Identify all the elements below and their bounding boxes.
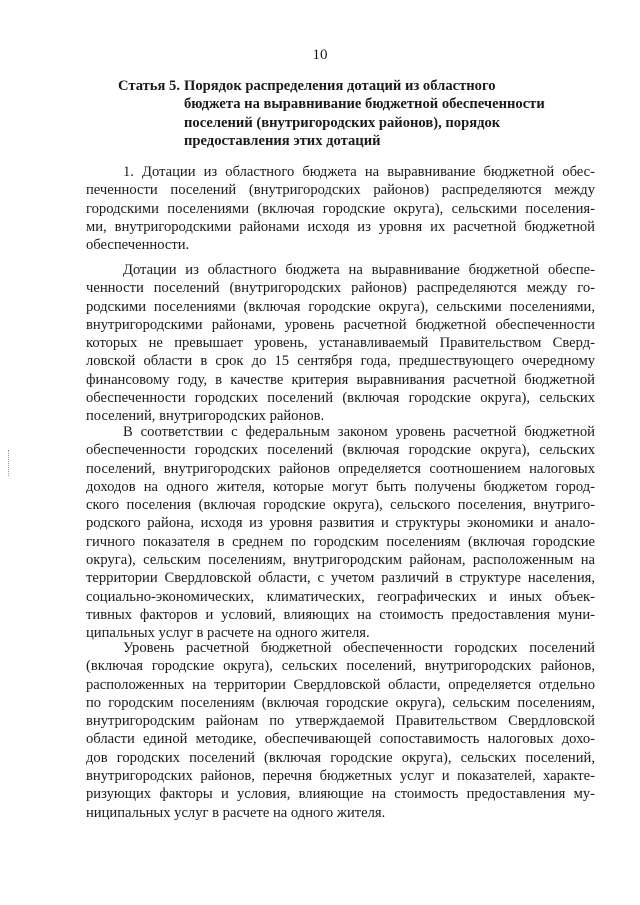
- text-line: Уровень расчетной бюджетной обеспеченности городских поселений: [123, 640, 595, 656]
- text-line: обеспеченности.: [86, 237, 190, 254]
- article-title: [184, 77, 588, 150]
- article-title-line: Порядок распределения дотаций из областного: [184, 78, 496, 94]
- text-line: по городским поселениям (включая городские округа), сельским поселениям,: [86, 694, 595, 711]
- text-line: внутригородскими районами, уровень расчетной бюджетной обеспеченности: [86, 316, 595, 333]
- article-heading: [118, 77, 588, 150]
- text-line: области единой методике, обеспечивающей сопоставимость налоговых дохо-: [86, 731, 595, 748]
- article-title-line: бюджета на выравнивание бюджетной обеспеченности: [184, 96, 545, 113]
- article-number: Статья 5.: [118, 78, 180, 94]
- text-line: внутригородских районов, перечня бюджетных услуг и показателей, характе-: [86, 768, 595, 785]
- text-line: ловской области в срок до 15 сентября года, предшествующего очередному: [86, 353, 595, 370]
- text-line: финансовому году, в качестве критерия выравнивания расчетной бюджетной: [86, 371, 595, 388]
- text-line: округа), сельским поселениям, внутригородским районам, расположенным на: [86, 552, 595, 569]
- text-line: ского поселения (включая городские округа), сельского поселения, внутриго-: [86, 497, 595, 514]
- text-line: расположенных на территории Свердловской области, определяется отдельно: [86, 676, 595, 693]
- text-line: ченности поселений (внутригородских районов) распределяются между го-: [86, 280, 595, 297]
- paragraph-2: [86, 261, 595, 426]
- text-line: ми, внутригородскими районами исходя из уровня их расчетной бюджетной: [86, 218, 595, 235]
- text-line: ципальных услуг в расчете на одного жителя.: [86, 625, 370, 642]
- text-line: обеспеченности городских поселений (включая городские округа), сельских: [86, 442, 595, 459]
- text-line: 1. Дотации из областного бюджета на выравнивание бюджетной обес-: [123, 164, 595, 180]
- text-line: внутригородским районам по утверждаемой Правительством Свердловской: [86, 713, 595, 730]
- text-line: печенности поселений (внутригородских районов) распределяются между: [86, 182, 595, 199]
- text-line: тивных факторов и условий, влияющих на стоимость предоставления муни-: [86, 606, 595, 623]
- paragraph-1: [86, 163, 595, 254]
- text-line: Дотации из областного бюджета на выравнивание бюджетной обеспе-: [123, 262, 595, 278]
- text-line: доходов на одного жителя, которые могут быть получены бюджетом город-: [86, 478, 595, 495]
- text-line: дов городских поселений (включая городские округа), сельских поселений,: [86, 749, 595, 766]
- text-line: поселений, внутригородских районов определяется соотношением налоговых: [86, 460, 595, 477]
- page-number: 10: [312, 47, 328, 63]
- text-line: территории Свердловской области, с учетом различий в структуре населения,: [86, 570, 595, 587]
- text-line: ризующих факторы и условия, влияющие на стоимость предоставления му-: [86, 786, 595, 803]
- text-line: ниципальных услуг в расчете на одного жителя.: [86, 804, 386, 821]
- text-line: родского района, исходя из уровня развития и структуры экономики и анало-: [86, 515, 595, 532]
- text-line: обеспеченности городских поселений (включая городские округа), сельских: [86, 390, 595, 407]
- article-title-line: предоставления этих дотаций: [184, 132, 381, 149]
- text-line: социально-экономических, климатических, географических и иных объек-: [86, 588, 595, 605]
- paragraph-4: [86, 639, 595, 822]
- text-line: городскими поселениями (включая городские округа), сельскими поселения-: [86, 200, 595, 217]
- text-line: гичного показателя в среднем по городским поселениям (включая городские: [86, 533, 595, 550]
- text-line: В соответствии с федеральным законом уровень расчетной бюджетной: [123, 424, 595, 440]
- article-title-line: поселений (внутригородских районов), порядок: [184, 114, 501, 131]
- text-line: которых не превышает уровень, устанавливаемый Правительством Сверд-: [86, 335, 595, 352]
- scan-margin-mark: [8, 450, 11, 476]
- paragraph-3: [86, 423, 595, 643]
- text-line: поселений, внутригородских районов.: [86, 408, 325, 425]
- text-line: (включая городские округа), сельских поселений, внутригородских районов,: [86, 658, 595, 675]
- text-line: родскими поселениями (включая городские округа), сельскими поселениями,: [86, 298, 595, 315]
